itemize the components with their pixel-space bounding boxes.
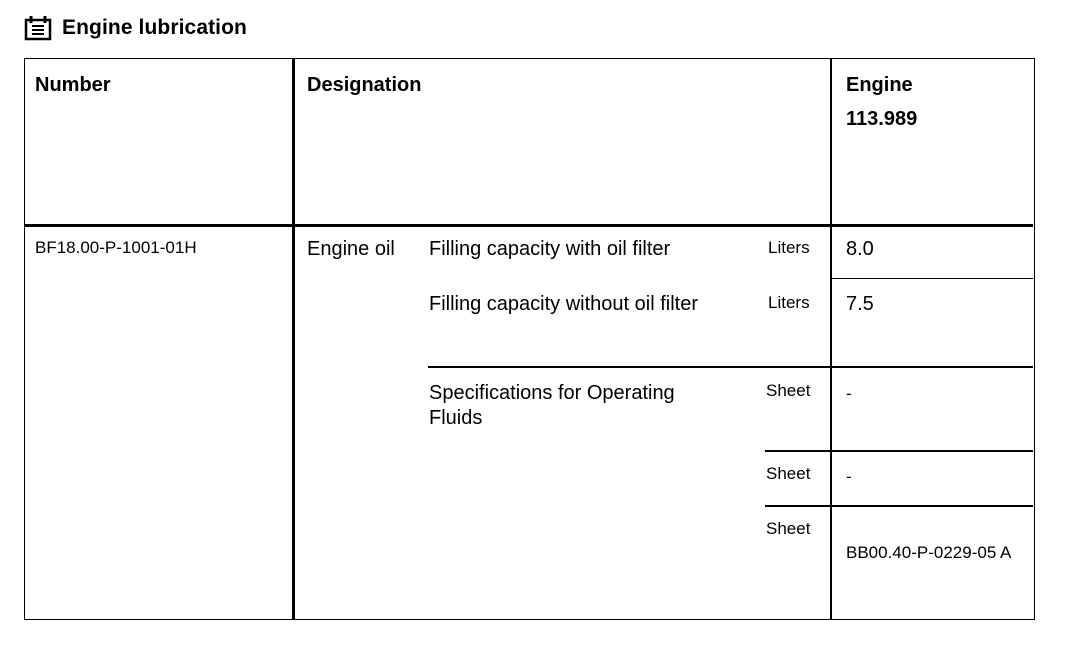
header-number: Number [35, 74, 111, 96]
designation-value: Engine oil [307, 238, 395, 260]
line-value: - [846, 384, 852, 403]
line-unit: Liters [768, 238, 810, 257]
section-title [24, 12, 247, 44]
header-divider [25, 224, 1033, 227]
lubrication-table [24, 58, 1035, 620]
column-divider [292, 59, 295, 619]
line-value: 7.5 [846, 293, 874, 315]
row-divider [765, 450, 1033, 452]
line-unit: Liters [768, 293, 810, 312]
header-engine-value: 113.989 [846, 108, 918, 130]
line-unit: Sheet [766, 464, 811, 483]
line-label: Specifications for Operating Fluids [429, 382, 675, 429]
row-divider [765, 505, 1033, 507]
line-unit: Sheet [766, 381, 811, 400]
document-list-icon [24, 14, 54, 42]
line-label: Filling capacity without oil filter [429, 293, 698, 315]
header-designation: Designation [307, 74, 422, 96]
page-title: Engine lubrication [62, 16, 247, 39]
line-value: BB00.40-P-0229-05 A [846, 543, 1012, 562]
row-divider [428, 366, 1033, 368]
line-label: Filling capacity with oil filter [429, 238, 671, 260]
column-divider [830, 59, 832, 619]
row-divider [831, 278, 1033, 279]
line-value: 8.0 [846, 238, 874, 260]
line-unit: Sheet [766, 519, 811, 538]
line-value: - [846, 467, 852, 486]
header-engine-label: Engine [846, 74, 913, 96]
part-number: BF18.00-P-1001-01H [35, 238, 197, 257]
